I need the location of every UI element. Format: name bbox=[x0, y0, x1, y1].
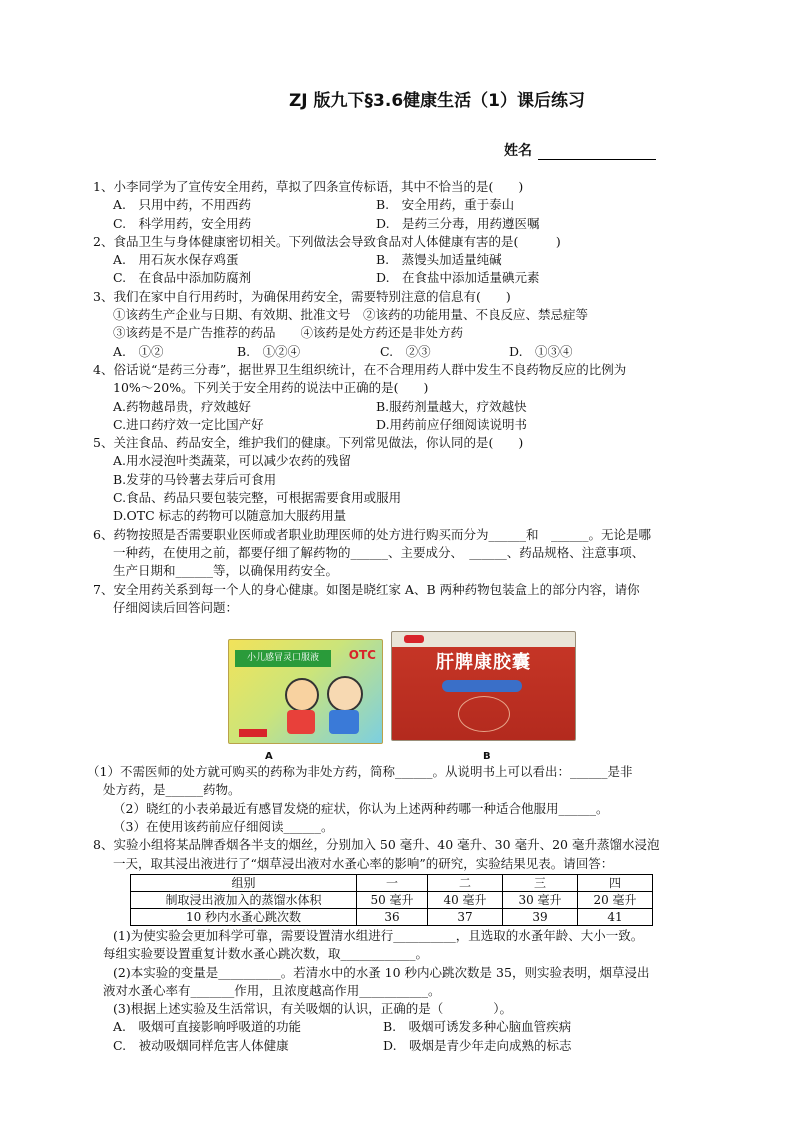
q5-option-b: B.发芽的马铃薯去芽后可食用 bbox=[113, 471, 277, 487]
q1-option-b: B. 安全用药，重于泰山 bbox=[376, 197, 515, 213]
q2-options-row1 bbox=[93, 251, 703, 269]
box-a-footer-mark bbox=[239, 729, 267, 737]
q2-option-b: B. 蒸馒头加适量纯碱 bbox=[376, 252, 502, 268]
name-blank[interactable] bbox=[538, 145, 656, 160]
q3-option-c: C. ②③ bbox=[380, 343, 431, 359]
table-header-cell: 一 bbox=[357, 874, 428, 891]
table-cell: 37 bbox=[428, 908, 503, 925]
q8-sub1-line-2: 每组实验要设置重复计数水蚤心跳次数，取____________。 bbox=[103, 946, 429, 962]
otc-mark: OTC bbox=[348, 648, 376, 663]
q7-stem-2: 仔细阅读后回答问题： bbox=[113, 599, 239, 615]
q8-sub1-line-1: (1)为使实验会更加科学可靠，需要设置清水组进行__________，且选取的水蚤年龄、大小一致。 bbox=[113, 927, 644, 943]
q2-stem: 2、食品卫生与身体健康密切相关。下列做法会导致食品对人体健康有害的是( ) bbox=[93, 233, 561, 249]
page-title: ZJ 版九下§3.6健康生活（1）课后练习 bbox=[288, 91, 585, 111]
q8-options-row1 bbox=[93, 1018, 703, 1036]
q8-option-d: D. 吸烟是青少年走向成熟的标志 bbox=[383, 1037, 572, 1053]
child-figure-icon bbox=[327, 676, 363, 712]
child-figure-icon bbox=[285, 678, 319, 712]
medicine-boxes-figure bbox=[93, 621, 703, 761]
q4-stem-2: 10%～20%。下列关于安全用药的说法中正确的是( ) bbox=[113, 380, 429, 396]
q7-sub1-line-1: （1）不需医师的处方就可购买的药称为非处方药，简称______。从说明书上可以看出：______是非 bbox=[87, 764, 633, 780]
q8-option-a: A. 吸烟可直接影响呼吸道的功能 bbox=[113, 1019, 302, 1035]
q1-options-row2 bbox=[93, 215, 703, 233]
table-header-cell: 三 bbox=[503, 874, 578, 891]
results-table bbox=[130, 874, 653, 926]
table-row bbox=[131, 891, 653, 908]
table-row bbox=[131, 908, 653, 925]
q4-option-a: A.药物越昂贵，疗效越好 bbox=[113, 398, 252, 414]
q7-sub3: （3）在使用该药前应仔细阅读______。 bbox=[113, 819, 334, 835]
q8-sub2-line-1: (2)本实验的变量是__________。若清水中的水蚤 10 秒内心跳次数是 35，则实验表明，烟草浸出 bbox=[113, 964, 650, 980]
q8-option-c: C. 被动吸烟同样危害人体健康 bbox=[113, 1037, 289, 1053]
table-cell: 20 毫升 bbox=[578, 891, 653, 908]
box-b-name: 肝脾康胶囊 bbox=[436, 652, 531, 674]
q7-stem-1: 7、安全用药关系到每一个人的身心健康。如图是晓红家 A、B 两种药物包装盒上的部分内容，请你 bbox=[93, 581, 640, 597]
q8-options-row2 bbox=[93, 1037, 703, 1055]
figure-label-b: B bbox=[483, 751, 491, 763]
q3-stem: 3、我们在家中自行用药时，为确保用药安全，需要特别注意的信息有( ) bbox=[93, 288, 511, 304]
name-field bbox=[504, 140, 656, 160]
q6-line-1: 6、药物按照是否需要职业医师或者职业助理医师的处方进行购买而分为______和 ______。无论是哪 bbox=[93, 526, 651, 542]
table-cell: 制取浸出液加入的蒸馏水体积 bbox=[131, 891, 357, 908]
q8-option-b: B. 吸烟可诱发多种心脑血管疾病 bbox=[383, 1019, 572, 1035]
q1-option-d: D. 是药三分毒，用药遵医嘱 bbox=[376, 215, 540, 231]
box-b-seal-emblem bbox=[458, 696, 510, 732]
q5-option-c: C.食品、药品只要包装完整，可根据需要食用或服用 bbox=[113, 490, 402, 506]
table-header-cell: 四 bbox=[578, 874, 653, 891]
table-header-cell: 组别 bbox=[131, 874, 357, 891]
q2-option-d: D. 在食盐中添加适量碘元素 bbox=[376, 270, 540, 286]
table-cell: 10 秒内水蚤心跳次数 bbox=[131, 908, 357, 925]
box-b-label-band bbox=[442, 680, 522, 692]
child-body-shape bbox=[329, 710, 359, 734]
name-label: 姓名 bbox=[504, 143, 532, 159]
q8-stem-1: 8、实验小组将某品牌香烟各半支的烟丝，分别加入 50 毫升、40 毫升、30 毫升、20 毫升蒸馏水浸泡 bbox=[93, 837, 660, 853]
q5-stem: 5、关注食品、药品安全，维护我们的健康。下列常见做法，你认同的是( ) bbox=[93, 435, 524, 451]
q8-sub3: (3)根据上述实验及生活常识，有关吸烟的认识，正确的是（ ）。 bbox=[113, 1001, 512, 1017]
questions bbox=[87, 178, 703, 1055]
table-header-row bbox=[131, 874, 653, 891]
table-cell: 40 毫升 bbox=[428, 891, 503, 908]
figure-label-a: A bbox=[265, 751, 273, 763]
q6-line-3: 生产日期和______等，以确保用药安全。 bbox=[113, 563, 339, 579]
q4-option-d: D.用药前应仔细阅读说明书 bbox=[376, 416, 528, 432]
q3-info-1: ①该药生产企业与日期、有效期、批准文号 ②该药的功能用量、不良反应、禁忌症等 bbox=[113, 307, 589, 323]
table-cell: 39 bbox=[503, 908, 578, 925]
q8-sub2-line-2: 液对水蚤心率有_______作用，且浓度越高作用___________。 bbox=[103, 982, 441, 998]
q8-stem-2: 一天，取其浸出液进行了“烟草浸出液对水蚤心率的影响”的研究，实验结果见表。请回答： bbox=[113, 855, 614, 871]
medicine-box-b-image bbox=[391, 631, 576, 741]
child-body-shape bbox=[287, 710, 315, 734]
table-cell: 30 毫升 bbox=[503, 891, 578, 908]
q1-option-a: A. 只用中药，不用西药 bbox=[113, 197, 252, 213]
q1-stem: 1、小李同学为了宣传安全用药，草拟了四条宣传标语，其中不恰当的是( ) bbox=[93, 179, 524, 194]
q4-options-row1 bbox=[93, 398, 703, 416]
box-a-name: 小儿感冒灵口服液 bbox=[235, 650, 331, 667]
q7-sub1-line-2: 处方药，是______药物。 bbox=[103, 782, 241, 798]
q5-option-d: D.OTC 标志的药物可以随意加大服药用量 bbox=[113, 508, 347, 524]
table-cell: 50 毫升 bbox=[357, 891, 428, 908]
q1-option-c: C. 科学用药，安全用药 bbox=[113, 215, 252, 231]
q2-options-row2 bbox=[93, 269, 703, 287]
q4-options-row2 bbox=[93, 416, 703, 434]
q3-option-d: D. ①③④ bbox=[509, 343, 573, 359]
q3-option-a: A. ①② bbox=[113, 343, 164, 359]
q2-option-c: C. 在食品中添加防腐剂 bbox=[113, 270, 252, 286]
q1-options-row1 bbox=[93, 196, 703, 214]
q3-options bbox=[93, 343, 703, 361]
table-header-cell: 二 bbox=[428, 874, 503, 891]
q3-info-2: ③该药是不是广告推荐的药品 ④该药是处方药还是非处方药 bbox=[113, 325, 464, 341]
q5-option-a: A.用水浸泡叶类蔬菜，可以减少农药的残留 bbox=[113, 453, 352, 469]
q7-sub2: （2）晓红的小表弟最近有感冒发烧的症状，你认为上述两种药哪一种适合他服用______。 bbox=[113, 800, 609, 816]
q4-option-c: C.进口药疗效一定比国产好 bbox=[113, 416, 264, 432]
q4-option-b: B.服药剂量越大，疗效越快 bbox=[376, 398, 527, 414]
brand-logo-icon bbox=[404, 635, 424, 643]
q4-stem-1: 4、俗话说“是药三分毒”，据世界卫生组织统计，在不合理用药人群中发生不良药物反应的比例为 bbox=[93, 361, 627, 377]
table-cell: 41 bbox=[578, 908, 653, 925]
q2-option-a: A. 用石灰水保存鸡蛋 bbox=[113, 252, 239, 268]
q3-option-b: B. ①②④ bbox=[237, 343, 301, 359]
q6-line-2: 一种药，在使用之前，都要仔细了解药物的______、主要成分、 ______、药品规格、注意事项、 bbox=[113, 544, 645, 560]
medicine-box-a-image bbox=[228, 639, 383, 744]
table-cell: 36 bbox=[357, 908, 428, 925]
